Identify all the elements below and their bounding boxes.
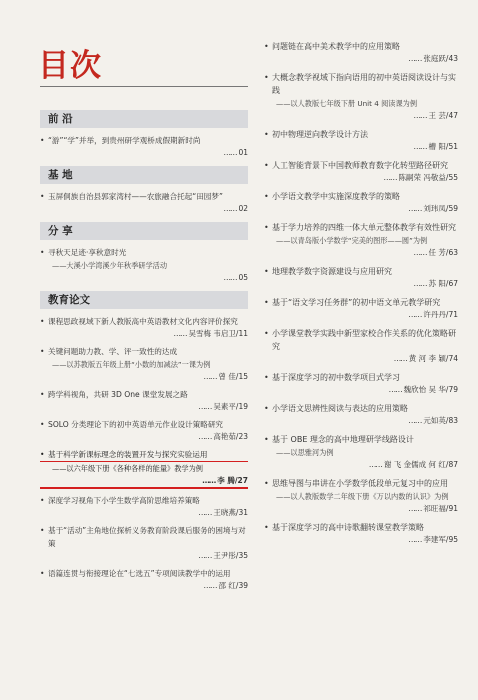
entry-subtitle: ——以人教版数学二年级下册《万以内数的认识》为例 bbox=[276, 492, 449, 501]
page-title: 目次 bbox=[38, 48, 102, 84]
toc-entry[interactable] bbox=[264, 371, 458, 396]
entry-title: • 思维导图与串讲在小学数学低段单元复习中的应用 bbox=[264, 477, 458, 490]
entry-author-page: …… 谢 飞 金儒成 何 红/87 bbox=[264, 459, 458, 471]
entry-author-page: …… 02 bbox=[40, 203, 248, 215]
toc-entry[interactable] bbox=[40, 494, 248, 519]
entry-author-page: …… 李建军/95 bbox=[264, 534, 458, 546]
entry-author-page: …… 刘玮凤/59 bbox=[264, 203, 458, 215]
entry-title: • 小学课堂教学实践中新型家校合作关系的优化策略研究 bbox=[264, 327, 458, 353]
entry-author-page: …… 李 腾/27 bbox=[40, 475, 248, 487]
toc-entry[interactable] bbox=[264, 40, 458, 65]
entry-title: • 基于学力培养的四维一体大单元整体教学有效性研究 bbox=[264, 221, 458, 234]
entry-title: • 小学语文思辨性阅读与表达的应用策略 bbox=[264, 402, 458, 415]
entry-author-page: …… 魏欣怡 吴 华/79 bbox=[264, 384, 458, 396]
section-heading: 教育论文 bbox=[40, 291, 248, 309]
entry-title: • SOLO 分类理论下的初中英语单元作业设计策略研究 bbox=[40, 418, 248, 431]
toc-entry[interactable] bbox=[264, 159, 458, 184]
entry-author-page: …… 吴雪梅 韦启卫/11 bbox=[40, 328, 248, 340]
right-column bbox=[264, 40, 458, 552]
toc-entry[interactable] bbox=[40, 418, 248, 443]
entry-title: • 基于“活动”主角地位探析义务教育阶段课后服务的困境与对策 bbox=[40, 524, 248, 550]
toc-entry[interactable] bbox=[40, 134, 248, 159]
toc-entry[interactable] bbox=[264, 190, 458, 215]
toc-entry[interactable] bbox=[40, 315, 248, 340]
entry-title: • 人工智能背景下中国教师教育数字化转型路径研究 bbox=[264, 159, 458, 172]
entry-author-page: …… 王 芸/47 bbox=[264, 110, 458, 122]
entry-author-page: …… 元如英/83 bbox=[264, 415, 458, 427]
entry-title: • 跨学科视角，共研 3D One 课堂发展之路 bbox=[40, 388, 248, 401]
highlight-underline bbox=[40, 487, 248, 488]
entry-title: • 深度学习视角下小学生数学高阶思维培养策略 bbox=[40, 494, 248, 507]
toc-section bbox=[40, 222, 248, 284]
entry-title: • 基于科学新课标理念的装置开发与探究实验运用 bbox=[40, 448, 248, 461]
entry-title: • “游”“学”并举，到贵州研学观桥成假期新时尚 bbox=[40, 134, 248, 147]
entry-title: • 问题链在高中美术教学中的应用策略 bbox=[264, 40, 458, 53]
entry-subtitle: ——以青岛版小学数学“完美的图形——圆”为例 bbox=[276, 236, 428, 245]
entry-author-page: …… 王晓燕/31 bbox=[40, 507, 248, 519]
entry-author-page: …… 许丹丹/71 bbox=[264, 309, 458, 321]
entry-title: • 基于深度学习的高中诗歌翻转课堂教学策略 bbox=[264, 521, 458, 534]
title-divider bbox=[40, 86, 248, 87]
toc-entry[interactable] bbox=[264, 221, 458, 259]
toc-entry[interactable] bbox=[40, 190, 248, 215]
toc-section bbox=[40, 166, 248, 215]
entry-subtitle: ——以六年级下册《各种各样的能量》教学为例 bbox=[52, 464, 203, 474]
entry-subtitle: ——以人教版七年级下册 Unit 4 阅读课为例 bbox=[276, 99, 418, 108]
left-column bbox=[40, 110, 248, 599]
entry-title: • 小学语文教学中实施深度教学的策略 bbox=[264, 190, 458, 203]
toc-entry[interactable] bbox=[40, 388, 248, 413]
section-heading: 分 享 bbox=[40, 222, 248, 240]
entry-author-page: …… 曾 佳/15 bbox=[40, 371, 248, 383]
entry-author-page: …… 01 bbox=[40, 147, 248, 159]
entry-author-page: …… 祁旺福/91 bbox=[264, 503, 458, 515]
entry-author-page: …… 苏 阳/67 bbox=[264, 278, 458, 290]
toc-entry[interactable] bbox=[264, 433, 458, 471]
entry-title: • 语篇连贯与衔接理论在“七选五”专项阅读教学中的运用 bbox=[40, 567, 248, 580]
entry-subtitle: ——以思雅河为例 bbox=[276, 448, 334, 457]
entry-title: • 大概念教学视域下指向语用的初中英语阅读设计与实践 bbox=[264, 71, 458, 97]
toc-entry[interactable] bbox=[40, 246, 248, 284]
entry-author-page: …… 王尹彤/35 bbox=[40, 550, 248, 562]
entry-author-page: …… 黄 河 李 颖/74 bbox=[264, 353, 458, 365]
toc-entry[interactable] bbox=[264, 71, 458, 122]
entry-subtitle: ——以苏教版五年级上册“小数的加减法”一课为例 bbox=[52, 360, 211, 369]
toc-entry[interactable] bbox=[264, 128, 458, 153]
toc-entry[interactable] bbox=[40, 524, 248, 562]
entry-author-page: …… 张庭跃/43 bbox=[264, 53, 458, 65]
entry-author-page: …… 高艳茹/23 bbox=[40, 431, 248, 443]
entry-title: • 基于深度学习的初中数学项目式学习 bbox=[264, 371, 458, 384]
entry-author-page: …… 槽 阳/51 bbox=[264, 141, 458, 153]
entry-subtitle: ——大溪小学湾溪少年秋季研学活动 bbox=[52, 261, 168, 270]
entry-title: • 课程思政视域下新人教版高中英语教材文化内容评价探究 bbox=[40, 315, 248, 328]
toc-entry[interactable] bbox=[264, 265, 458, 290]
entry-title: • 地理教学数字资源建设与应用研究 bbox=[264, 265, 458, 278]
entry-author-page: …… 05 bbox=[40, 272, 248, 284]
toc-entry[interactable] bbox=[264, 521, 458, 546]
section-heading: 基 地 bbox=[40, 166, 248, 184]
toc-entry[interactable] bbox=[40, 567, 248, 592]
entry-title: • 初中物理逆向教学设计方法 bbox=[264, 128, 458, 141]
toc-entry[interactable] bbox=[264, 296, 458, 321]
toc-section bbox=[40, 110, 248, 159]
entry-author-page: …… 吴素平/19 bbox=[40, 401, 248, 413]
toc-section bbox=[40, 291, 248, 592]
toc-entry-highlighted[interactable] bbox=[40, 448, 248, 489]
entry-title: • 基于“语文学习任务群”的初中语文单元教学研究 bbox=[264, 296, 458, 309]
toc-entry[interactable] bbox=[264, 402, 458, 427]
toc-entry[interactable] bbox=[264, 477, 458, 515]
entry-title: • 关键问题助力教、学、评一致性的达成 bbox=[40, 345, 248, 358]
entry-author-page: …… 任 芳/63 bbox=[264, 247, 458, 259]
toc-entry[interactable] bbox=[264, 327, 458, 365]
toc-entry[interactable] bbox=[40, 345, 248, 383]
entry-title: • 玉屏侗族自治县郭家湾村——农旅融合托起“田园梦” bbox=[40, 190, 248, 203]
entry-title: • 寻秋天足迹·享秋意时光 bbox=[40, 246, 248, 259]
entry-title: • 基于 OBE 理念的高中地理研学线路设计 bbox=[264, 433, 458, 446]
entry-author-page: …… 陈嗣荣 冯敬益/55 bbox=[264, 172, 458, 184]
section-heading: 前 沿 bbox=[40, 110, 248, 128]
entry-author-page: …… 邵 红/39 bbox=[40, 580, 248, 592]
